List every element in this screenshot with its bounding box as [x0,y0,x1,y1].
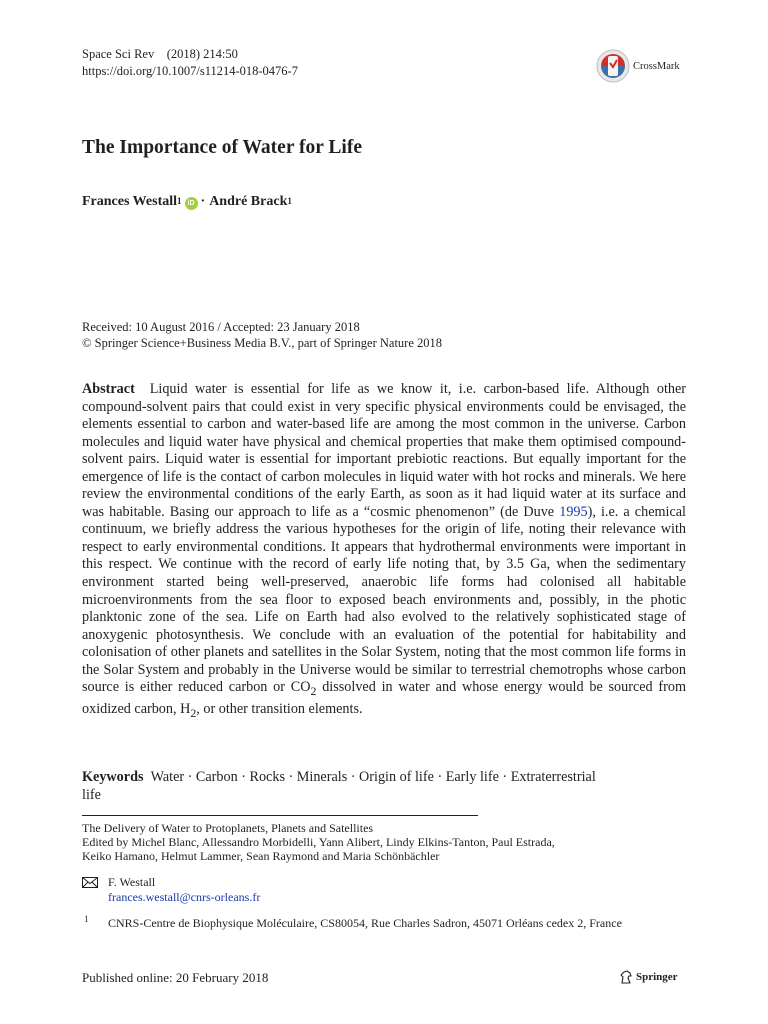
article-title: The Importance of Water for Life [82,137,362,158]
collection-title: The Delivery of Water to Protoplanets, Planets and Satellites [82,821,374,835]
affiliation-number: 1 [84,914,89,924]
author-separator: · [200,194,206,209]
crossmark-label: CrossMark [633,60,680,72]
published-date: Published online: 20 February 2018 [82,970,269,985]
abstract-text: Liquid water is essential for life as we know it, i.e. carbon-based life. Although other compound-solvent pairs that could exist in very specific physical environments could be envisaged, the elements essential to carbon and water-based life are among the most common in the universe. Carbon molecules and liquid water have physical and chemical properties that make them optimised compound-solvent pairs. Liquid water is essential for important prebiotic reactions. But equally important for the emergence of life is the contact of carbon molecules in liquid water with hot rocks and minerals. We here review the environmental conditions of the early Earth, as soon as it had liquid water at its surface and was habitable. Basing our approach to life as a “cosmic phenomenon” (de Duve [82,381,687,520]
publisher-logo[interactable] [619,970,678,984]
author-affil-mark: 1 [177,196,182,206]
crossmark-icon [596,49,630,83]
copyright-line: © Springer Science+Business Media B.V., part of Springer Nature 2018 [82,336,443,350]
author-affil-mark: 1 [287,196,292,206]
keywords-text: Water · Carbon · Rocks · Minerals · Origin of life · Early life · Extraterrestrial life [82,769,596,803]
keywords-label: Keywords [82,769,144,785]
abstract [82,381,686,722]
subscript: 2 [190,705,197,720]
orcid-icon[interactable]: iD [185,197,198,210]
abstract-text: ), i.e. a chemical continuum, we briefly address the various hypotheses for the origin of life, noting their relevance with respect to early environmental conditions. It appears that hydrothermal environments were important in this respect. We continue with the record of early life noting that, by 3.5 Ga, when the sedimentary environment started being well-preserved, anaerobic life forms had colonised all habitable microenvironments from the sea floor to exposed beach environments and, possibly, in the photic planktonic zone of the sea. Life on Earth had also evolved to the relatively sophisticated stage of anoxygenic photosynthesis. We conclude with an evaluation of the potential for habitability and colonisation of other planets and satellites in the Solar System, noting that the most common life forms in the Solar System and probably in the Universe would be similar to terrestrial chemotrophs whose carbon source is either reduced carbon or CO [82,503,687,696]
author-list [82,193,292,211]
journal-citation: Space Sci Rev (2018) 214:50 [82,47,238,61]
author-name[interactable]: Frances Westall [82,194,178,209]
collection-editors: Keiko Hamano, Helmut Lammer, Sean Raymond and Maria Schönbächler [82,849,440,864]
journal-header [82,46,298,80]
abstract-text: , or other transition elements. [196,700,363,717]
abstract-text: dissolved in water and whose energy would be sourced from oxidized carbon, H [82,679,687,717]
contact-name: F. Westall [108,875,156,889]
envelope-icon [82,877,98,888]
footnote-divider [82,815,478,816]
doi-link[interactable]: https://doi.org/10.1007/s11214-018-0476-7 [82,64,298,78]
abstract-label: Abstract [82,381,135,397]
author-name[interactable]: André Brack [209,194,288,209]
affiliation-text: CNRS-Centre de Biophysique Moléculaire, CS80054, Rue Charles Sadron, 45071 Orléans cedex 2, France [108,916,622,930]
subscript: 2 [310,684,317,699]
article-dates [82,319,442,351]
keywords [82,768,602,804]
received-accepted: Received: 10 August 2016 / Accepted: 23 January 2018 [82,320,360,334]
publisher-name: Springer [636,971,678,983]
contact-email-link[interactable]: frances.westall@cnrs-orleans.fr [108,890,261,904]
springer-horse-icon [619,970,633,984]
collection-editors: Edited by Michel Blanc, Allessandro Morbidelli, Yann Alibert, Lindy Elkins-Tanton, Paul Estrada, [82,835,555,850]
citation-link[interactable]: 1995 [559,503,588,520]
collection-info [82,821,662,864]
crossmark-badge[interactable] [596,48,691,84]
